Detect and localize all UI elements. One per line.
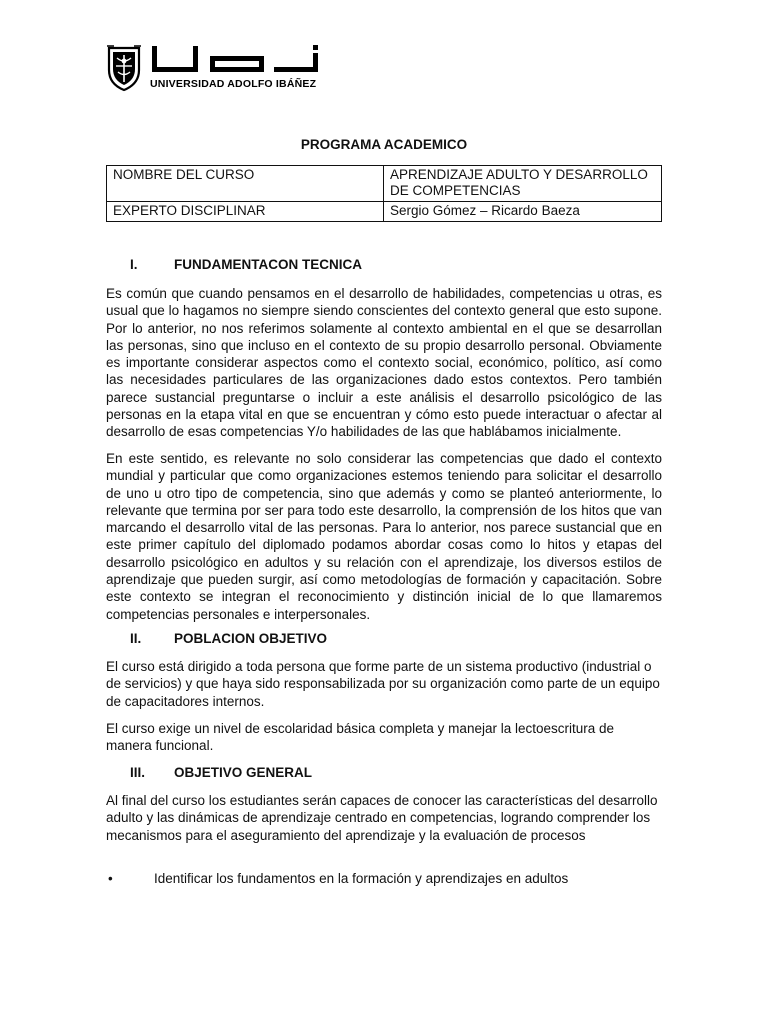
section-title: OBJETIVO GENERAL [174,765,313,780]
course-name-value: APRENDIZAJE ADULTO Y DESARROLLO DE COMPETENCIAS [384,166,662,202]
paragraph: En este sentido, es relevante no solo considerar las competencias que dado el contexto mundial y particular que como organizaciones estemos teniendo para solicitar el desarrollo de uno u otro tipo de competencia, sino que además y como se planteó anteriormente, lo relevante que termina por ser para todo este desarrollo, la comprensión de los hitos que van marcando el desarrollo vital de las personas. Para lo anterior, nos parece sustancial que en este primer capítulo del diplomado podamos abordar cosas como lo hitos y etapas del desarrollo psicológico en adultos y su relación con el aprendizaje, los diversos estilos de aprendizaje que pueden surgir, así como metodologías de formación y capacitación. Sobre este contexto se integran el reconocimiento y distinción inicial de lo que llamaremos competencias personales e interpersonales. [106,451,662,622]
section-number: II. [130,631,142,646]
uai-crest-icon [106,44,142,92]
course-info-table [106,165,662,222]
university-logo [106,44,326,96]
bullet-marker: • [108,871,113,886]
list-item [106,870,662,887]
section-heading-2 [130,631,327,646]
table-row [107,166,662,202]
paragraph: Es común que cuando pensamos en el desarrollo de habilidades, competencias u otras, es usual que lo hagamos no siempre siendo conscientes del contexto general que esto supone. Por lo anterior, no nos referimos solamente al contexto ambiental en el que se desarrollan las personas, sino que incluso en el contexto de su propio desarrollo personal. Obviamente es importante considerar aspectos como el contexto social, económico, político, así como las necesidades particulares de las organizaciones dado estos contextos. Pero también parece sustancial preguntarse o incluir a este análisis el desarrollo psicológico de las personas en la etapa vital en que se encuentran y cómo esto puede interactuar o afectar al desarrollo de esas competencias Y/o habilidades de las que hablábamos inicialmente. [106,286,662,440]
table-row [107,202,662,222]
expert-value: Sergio Gómez – Ricardo Baeza [384,202,662,222]
bullet-text: Identificar los fundamentos en la formación y aprendizajes en adultos [154,871,569,886]
document-title: PROGRAMA ACADEMICO [300,137,468,152]
section-number: I. [130,257,138,272]
uai-wordmark-icon [150,44,322,74]
section-number: III. [130,765,146,780]
section-title: FUNDAMENTACON TECNICA [174,257,362,272]
section-title: POBLACION OBJETIVO [174,631,328,646]
university-name: UNIVERSIDAD ADOLFO IBÁÑEZ [150,78,317,90]
paragraph: Al final del curso los estudiantes serán capaces de conocer las características del desarrollo adulto y las dinámicas de aprendizaje centrado en competencias, logrando comprender los mecanismos para el aseguramiento del aprendizaje y la evaluación de procesos [106,793,658,843]
section-heading-3 [130,765,312,780]
section-heading-1 [130,257,362,272]
expert-label: EXPERTO DISCIPLINAR [107,202,384,222]
paragraph: El curso exige un nivel de escolaridad básica completa y manejar la lectoescritura de manera funcional. [106,721,615,754]
paragraph: El curso está dirigido a toda persona que forme parte de un sistema productivo (industrial o de servicios) y que haya sido responsabilizada por su organización como parte de un equipo de capacitadores internos. [106,659,660,709]
course-name-label: NOMBRE DEL CURSO [107,166,384,202]
